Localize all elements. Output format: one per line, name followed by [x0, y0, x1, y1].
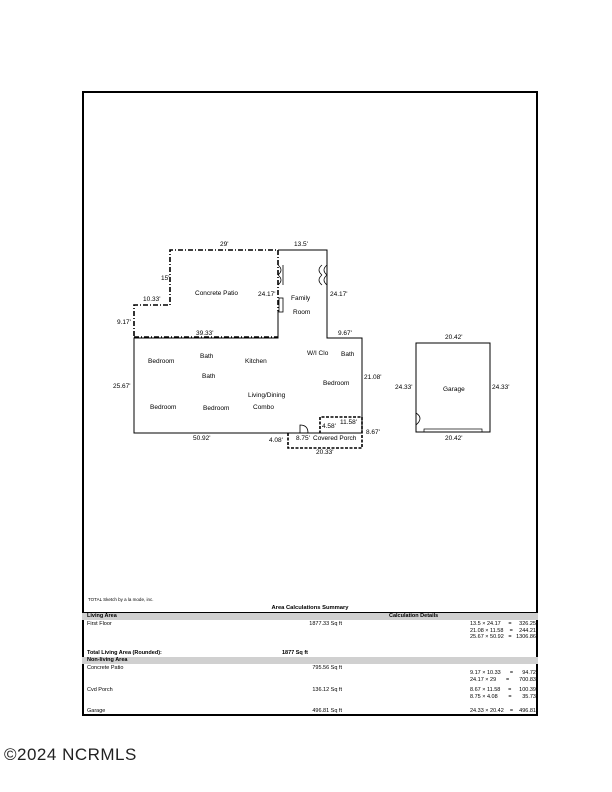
row-area: 136.12 Sq ft — [312, 687, 342, 693]
dimension-label: 20.42' — [445, 435, 463, 442]
room-label: Family — [291, 295, 311, 302]
row-calcs: 8.67 × 11.58 = 100.39 8.75 × 4.08 = 35.73 — [470, 687, 536, 700]
row-name: Concrete Patio — [87, 665, 124, 671]
room-label: W/I Clo — [307, 350, 329, 357]
dimension-label: 4.08' — [269, 437, 283, 444]
area-summary — [82, 604, 538, 717]
dimension-label: 24.17' — [258, 291, 276, 298]
copyright-watermark: ©2024 NCRMLS — [4, 745, 137, 764]
dimension-label: 11.58' — [340, 419, 358, 426]
living-header-label: Living Area — [87, 613, 117, 619]
row-calcs: 13.5 × 24.17 = 326.25 21.08 × 11.58 = 244.21 25.67 × 50.92 = 1306.86 — [470, 621, 536, 640]
calc-details-header: Calculation Details — [389, 613, 439, 619]
room-label: Bedroom — [203, 405, 230, 412]
living-area-header — [82, 612, 538, 620]
porch-row — [82, 686, 538, 707]
room-label: Covered Porch — [313, 435, 357, 442]
row-calcs: 9.17 × 10.33 = 94.72 24.17 × 29 = 700.83 — [470, 670, 536, 683]
total-label: Total Living Area (Rounded): — [87, 650, 162, 656]
dimension-label: 24.33' — [395, 384, 413, 391]
room-label: Combo — [253, 404, 274, 411]
room-label: Bedroom — [150, 404, 177, 411]
patio-row — [82, 664, 538, 686]
nonliving-header — [82, 657, 538, 664]
row-area: 496.81 Sq ft — [312, 708, 342, 714]
dimension-label: 20.42' — [445, 334, 463, 341]
room-label: Bath — [341, 351, 355, 358]
room-label: Room — [293, 309, 311, 316]
row-area: 1877.33 Sq ft — [309, 621, 342, 627]
row-name: Cvd Porch — [87, 687, 113, 693]
sketch-credit: TOTAL Sketch by a la mode, inc. — [88, 597, 154, 602]
dimension-label: 29' — [220, 241, 229, 248]
dimension-label: 8.67' — [366, 429, 380, 436]
dimension-label: 13.5' — [294, 241, 308, 248]
total-living-row — [82, 650, 538, 657]
row-name: First Floor — [87, 621, 112, 627]
dimension-label: 24.33' — [492, 384, 510, 391]
dimension-label: 24.17' — [330, 291, 348, 298]
dimension-label: 15' — [161, 275, 170, 282]
dimension-label: 9.17' — [117, 319, 131, 326]
total-value: 1877 Sq ft — [282, 650, 308, 656]
summary-title: Area Calculations Summary — [271, 605, 349, 611]
room-label: Bath — [202, 373, 216, 380]
room-label: Bedroom — [148, 358, 175, 365]
dimension-label: 9.67' — [338, 330, 352, 337]
dimension-label: 8.75' — [296, 435, 310, 442]
room-label: Kitchen — [245, 358, 267, 365]
dimension-label: 20.33' — [316, 449, 334, 456]
garage-row — [82, 707, 538, 717]
dimension-label: 50.92' — [193, 435, 211, 442]
dimension-label: 25.67' — [113, 383, 131, 390]
dimension-label: 21.08' — [364, 374, 382, 381]
room-label: Concrete Patio — [195, 290, 238, 297]
row-calcs: 24.33 × 20.42 = 496.81 — [470, 708, 536, 714]
row-name: Garage — [87, 708, 106, 714]
row-area: 795.56 Sq ft — [312, 665, 342, 671]
dimension-label: 4.58' — [322, 423, 336, 430]
dimension-label: 39.33' — [196, 330, 214, 337]
room-label: Garage — [443, 386, 465, 393]
room-label: Living/Dining — [248, 392, 286, 399]
dimension-label: 10.33' — [143, 296, 161, 303]
room-label: Bath — [200, 353, 214, 360]
nonliving-header-label: Non-living Area — [87, 657, 128, 663]
room-label: Bedroom — [323, 380, 350, 387]
first-floor-row — [82, 620, 538, 650]
